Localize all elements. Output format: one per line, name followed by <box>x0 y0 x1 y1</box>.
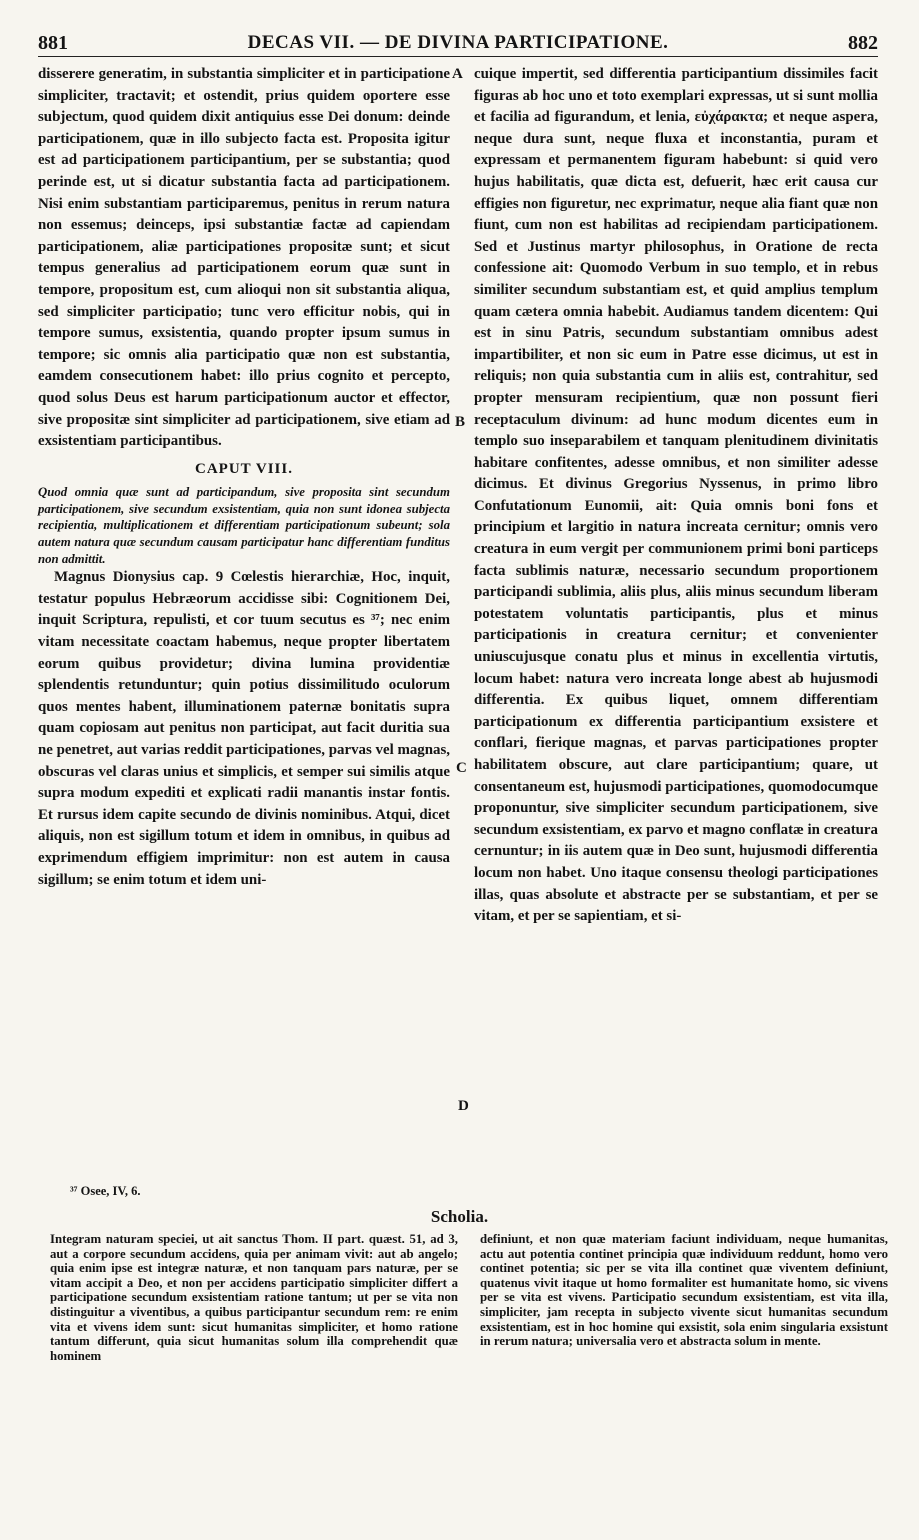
running-title: DECAS VII. — DE DIVINA PARTICIPATIONE. <box>247 32 669 53</box>
right-column <box>474 64 878 928</box>
chapter-summary: Quod omnia quæ sunt ad participandum, sive proposita sint secundum participationem, sive secundum exsistentiam, quia non sunt idonea subjecta recipientia, multiplicationem et differentiam participationum subeunt; sola autem natura quæ secundum causam participatur hanc differentiam funditus non admittit. <box>38 485 450 566</box>
page-header <box>38 30 878 57</box>
scholia-right-text: definiunt, et non quæ materiam faciunt individuam, neque humanitas, actu aut potentia continet principia quæ individuum reddunt, homo vero continet potentia; sic per se vita illa continet quæ viventem definiunt, quatenus vivit itaque ut homo formaliter est humanitate homo, sic vivens per se vita est vivens. Participatio secundum exsistentiam, est vita illa, simpliciter, jam recepta in subjecto vivente sicut humanitas secundum exsistentiam, est in hoc homine qui exsistit, sola enim singularia exsistunt in rerum natura; universalia vero et abstracta solum in mente. <box>480 1232 888 1349</box>
left-paragraph-1: disserere generatim, in substantia simpliciter et in participatione simpliciter, tractavit; et ostendit, prius quidem oportere esse subjectum, quod quidem dixit antiquius esse Dei donum: deinde participationem, quæ in illo subjecto facta est. Proposita igitur est ad participationem participantium, per se substantia; quod perinde est, ut si dicatur substantia facta ad participationem. Nisi enim substantiam participaremus, penitus in rerum natura non essemus; deinceps, ipsi substantiæ factæ ad capiendam participationem, aliæ participationes propositæ sunt; et sicut tempus generalius ad participationem eorum quæ sunt in tempore, propositum est, cum alioqui non sit substantia aliqua, sed simpliciter participatio; tunc vero efficitur nobis, qui in tempore sumus, exsistentia, quando propter ipsum sumus in tempore; sic omnis alia participatio quæ non est substantia, eamdem consecutionem habet: illo prius cognito et percepto, quod solus Deus est harum participationum auctor et effector, sive propositæ sint simpliciter ad participationem, sive etiam ad exsistentiam participantibus. <box>38 66 450 450</box>
page-number-left: 881 <box>38 32 68 54</box>
margin-letter-d: D <box>458 1098 469 1114</box>
chapter-title: CAPUT VIII. <box>195 460 293 477</box>
margin-letter-a: A <box>452 66 463 82</box>
scholia-left-text: Integram naturam speciei, ut ait sanctus Thom. II part. quæst. 51, ad 3, aut a corpore secundum accidens, quia per animam vivit: aut ab angelo; quia enim ipse est integræ naturæ, et non tanquam pars naturæ, per se vitam accipit a Deo, et non per accidens participatio simpliciter differt a participatione secundum exsistentiam ratione tantum; ut per se vita non distinguitur a viventibus, a quibus participantur secundum rem: re enim vita et vivens idem sunt: sicut humanitas simpliciter, et homo ratione tantum differunt, quia sicut humanitas solum illa comprehendit quæ hominem <box>50 1232 458 1363</box>
left-paragraph-2: Magnus Dionysius cap. 9 Cœlestis hierarchiæ, Hoc, inquit, testatur populus Hebræorum accidisse sibi: Cognitionem Dei, inquit Scriptura, repulisti, et cor tuum secutus es ³⁷; nec enim vitam necessitate coactam habemus, neque propter libertatem eorum quibus providetur; divina lumina providentiæ splendentis retunduntur; quin potius dissimilitudo oculorum quos mentes habent, illuminationem paternæ bonitatis supra quam copiosam aut penitus non participat, aut facit duritia sua ne penetret, aut varias reddit participationes, parvas vel magnas, obscuras vel claras unius et simplicis, et semper sui similis atque supra modum expediti et explicati radii manantis instar fontis. Et rursus idem capite secundo de divinis nominibus. Atqui, dicet aliquis, non est sigillum totum et idem in omnibus, in quibus ad exprimendum effigiem imprimitur: non est autem in causa sigillum; se enim totum et idem uni- <box>38 569 450 888</box>
margin-letter-b: B <box>455 414 466 430</box>
scholia-right-column <box>480 1232 888 1349</box>
scholia-left-column <box>50 1232 458 1363</box>
left-column <box>38 64 450 891</box>
right-paragraph-1: cuique impertit, sed differentia participantium dissimiles facit figuras ab hoc uno et toto exemplari expressas, ut si sunt mollia et facilia ad figurandum, et lenia, εὐχάρακτα; et neque aspera, neque dura sunt, neque fluxa et inconstantia, puram et expressam et permanentem figuram habebunt: si quid vero hujus habilitatis, quæ dicta est, defuerit, hæc erit causa cur effigies non figuretur, nec exprimatur, neque alia fiant quæ non fiunt, cum non est habilitas ad recipiendam participationem. Sed et Justinus martyr philosophus, in Oratione de recta confessione ait: Quomodo Verbum in suo templo, et in rebus similiter secundum substantiam est, et quid amplius templum quam cætera omnia habebit. Audiamus tandem dicentem: Qui est in sinu Patris, secundum substantiam omnibus adest impartibiliter, et non sic eum in Patre esse dicimus, ut est in reliquis; non quia substantia cum in aliis est, contrahitur, sed propter mensuram recipientium, quæ non possunt fieri receptaculum divinum: ad hunc modum dicentes eum in templo suo inseparabilem et tanquam plenitudinem divinitatis habitare confitentes, adesse omnibus, et non similiter adesse dicimus. Et divinus Gregorius Nyssenus, in primo libro Confutationum Eunomii, ait: Quia omnis boni fons et principium et largitio in natura increata cernitur; omnis vero creatura in eum vergit per communionem primi boni particeps facta sublimis naturæ, necessario secundum proportionem participandi sublimia, aliis plus, aliis minus secundum liberam potestatem voluntatis participantis, plus et minus participationis in creatura cernitur; et convenienter uniuscujusque conatu plus et minus in excellentia virtutis, locum habet: natura vero increata longe abest ab hujusmodi differentia. Ex quibus liquet, omnem differentiam participationum ex differentia participantium exsistere et conflari, fierique magnas, et parvas participationes propter habilitatem obscure, aut clare participantium; quare, ut consentaneum est, hujusmodi participationes, quomodocumque proponuntur, sive simpliciter secundum participationem, sive secundum exsistentiam, ex parvo et magno conflatæ in creatura cernuntur; in iis autem quæ in Deo sunt, hujusmodi differentia locum non habet. Uno itaque consensu theologi participationes illas, quas absolute et abstracte per se substantiam, et per se vitam, et per se sapientiam, et si- <box>474 66 878 925</box>
page-number-right: 882 <box>848 32 878 54</box>
footnote: ³⁷ Osee, IV, 6. <box>70 1184 141 1198</box>
margin-letter-c: C <box>456 760 467 776</box>
scholia-title: Scholia. <box>430 1207 489 1226</box>
